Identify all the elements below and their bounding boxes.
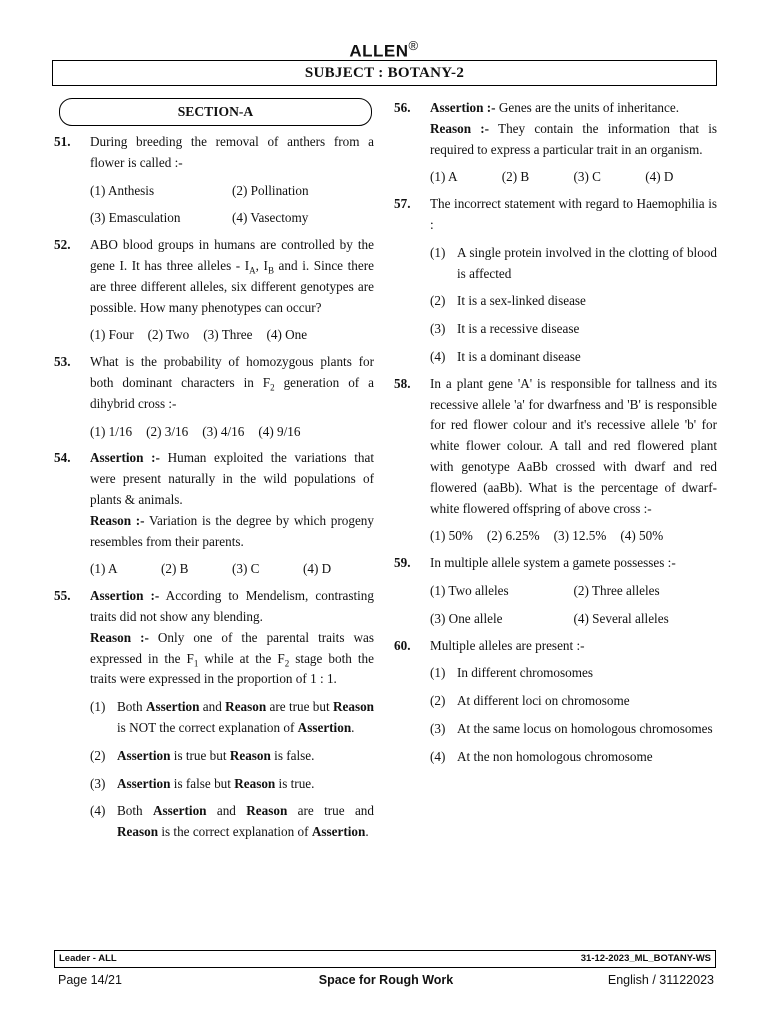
options-row <box>90 181 374 202</box>
option-4[interactable]: (4) D <box>645 169 674 185</box>
option-4[interactable]: (4) At the non homologous chromosome <box>430 748 653 764</box>
option-1[interactable]: (1) Four <box>90 327 134 343</box>
question-number: 53. <box>54 354 71 370</box>
reason-text: Reason :- Only one of the parental traits was expressed in the $F_1$ while at the $F_2$ stage both the traits were expressed in the proportion of 1 : 1. <box>90 629 374 687</box>
option-4[interactable]: (4) It is a dominant disease <box>430 348 581 364</box>
options-row <box>90 208 374 229</box>
question-59 <box>394 553 717 629</box>
options-row <box>90 325 374 346</box>
question-53 <box>54 352 374 442</box>
option-3[interactable]: (3) 12.5% <box>553 528 607 544</box>
question-51 <box>54 132 374 229</box>
question-number: 60. <box>394 637 411 653</box>
reason-text: Reason :- Variation is the degree by which progeny resembles from their parents. <box>90 512 374 549</box>
brand-logo <box>0 36 768 62</box>
question-number: 55. <box>54 588 71 604</box>
option-4[interactable]: (4) 9/16 <box>258 423 301 439</box>
subject-title: SUBJECT : BOTANY-2 <box>52 60 717 86</box>
option-4[interactable]: (4) One <box>266 327 308 343</box>
question-stem: During breeding the removal of anthers from a flower is called :- <box>90 134 374 170</box>
language-date: English / 31122023 <box>607 973 714 987</box>
options-row <box>90 422 374 443</box>
brand-name: ALLEN <box>349 41 409 61</box>
option-4[interactable]: (4) Vasectomy <box>232 210 309 226</box>
assertion-text: Assertion :- According to Mendelism, contrasting traits did not show any blending. <box>90 588 374 624</box>
assertion-text: Assertion :- Human exploited the variations that were present naturally in the wild populations of plants & animals. <box>90 450 374 507</box>
option-2[interactable]: (2) It is a sex-linked disease <box>430 293 586 309</box>
options-row <box>430 581 717 602</box>
option-3[interactable]: (3) Emasculation <box>90 210 181 226</box>
question-number: 59. <box>394 555 411 571</box>
paper-code: 31-12-2023_ML_BOTANY-WS <box>580 953 711 964</box>
question-57 <box>394 194 717 368</box>
question-number: 51. <box>54 134 71 149</box>
question-60 <box>394 636 717 768</box>
option-3[interactable]: (3) At the same locus on homologous chromosomes <box>430 720 713 736</box>
rough-work-label: Space for Rough Work <box>318 973 454 987</box>
question-stem: What is the probability of homozygous plants for both dominant characters in $F_2$ generation of a dihybrid cross :- <box>90 354 374 411</box>
options-row <box>430 609 717 630</box>
option-2[interactable]: (2) At different loci on chromosome <box>430 693 630 709</box>
option-1[interactable]: (1) 50% <box>430 528 473 544</box>
option-1[interactable]: (1) A <box>430 169 458 185</box>
question-stem: Multiple alleles are present :- <box>430 637 585 653</box>
option-2[interactable]: (2) 6.25% <box>486 528 540 544</box>
option-2[interactable]: (2) Three alleles <box>573 582 660 598</box>
option-1[interactable]: (1) Anthesis <box>90 182 155 198</box>
option-3[interactable]: (3) C <box>232 561 260 577</box>
option-2[interactable]: (2) Assertion is true but Reason is false. <box>90 747 315 763</box>
right-column <box>394 98 717 774</box>
option-1[interactable]: (1) 1/16 <box>90 423 133 439</box>
option-2[interactable]: (2) Two <box>147 327 190 343</box>
page-number: Page 14/21 <box>58 973 122 987</box>
option-2[interactable]: (2) Pollination <box>232 182 309 198</box>
question-58 <box>394 374 717 547</box>
option-3[interactable]: (3) 4/16 <box>202 423 245 439</box>
section-heading: SECTION-A <box>59 98 372 126</box>
option-1[interactable]: (1) A <box>90 561 118 577</box>
footer-info-bar <box>54 950 716 968</box>
question-number: 56. <box>394 100 411 115</box>
options-row <box>90 559 374 580</box>
option-3[interactable]: (3) Three <box>203 327 253 343</box>
option-1[interactable]: (1) Two alleles <box>430 582 509 598</box>
question-stem: In a plant gene 'A' is responsible for tallness and its recessive allele 'a' for dwarfness and 'B' is responsible for red flower colour and it's recessive allele 'b' for white flower colour. A tall and red flowered plant with genotype AaBb crossed with dwarf and red flowered (aaBb). What is the percentage of dwarf-white flowered offspring of above cross :- <box>430 375 717 516</box>
option-1[interactable]: (1) In different chromosomes <box>430 665 593 681</box>
option-4[interactable]: (4) Several alleles <box>573 610 669 626</box>
option-2[interactable]: (2) B <box>501 169 530 185</box>
option-3[interactable]: (3) C <box>573 169 601 185</box>
option-3[interactable]: (3) Assertion is false but Reason is true. <box>90 775 315 791</box>
option-3[interactable]: (3) One allele <box>430 610 503 626</box>
question-stem: The incorrect statement with regard to Haemophilia is : <box>430 196 717 232</box>
option-2[interactable]: (2) B <box>161 561 189 577</box>
option-4[interactable]: (4) D <box>303 561 332 577</box>
options-row <box>430 526 717 547</box>
question-stem: In multiple allele system a gamete possesses :- <box>430 555 676 571</box>
option-2[interactable]: (2) 3/16 <box>146 423 189 439</box>
left-column <box>54 98 374 849</box>
option-4[interactable]: (4) Both Assertion and Reason are true and Reason is the correct explanation of Assertion. <box>90 803 374 840</box>
question-number: 52. <box>54 237 71 253</box>
question-56 <box>394 98 717 188</box>
question-number: 58. <box>394 375 411 391</box>
options-row <box>430 167 717 188</box>
question-55 <box>54 586 374 843</box>
registered-mark: ® <box>408 38 419 53</box>
option-4[interactable]: (4) 50% <box>620 528 664 544</box>
option-1[interactable]: (1) Both Assertion and Reason are true but Reason is NOT the correct explanation of Assertion. <box>90 699 374 735</box>
option-3[interactable]: (3) It is a recessive disease <box>430 321 580 337</box>
question-stem: ABO blood groups in humans are controlled by the gene I. It has three alleles - $I_A$, $I_B$ and i. Since there are three different alleles, six different genotypes are possible. How many phenotypes can occur? <box>90 237 374 315</box>
question-number: 54. <box>54 450 71 466</box>
option-1[interactable]: (1) A single protein involved in the clotting of blood is affected <box>430 244 717 281</box>
reason-text: Reason :- They contain the information that is required to express a particular trait in an organism. <box>430 120 717 157</box>
leader-label: Leader - ALL <box>59 953 117 964</box>
assertion-text: Assertion :- Genes are the units of inheritance. <box>430 100 680 115</box>
question-52 <box>54 235 374 346</box>
question-number: 57. <box>394 196 411 212</box>
question-54 <box>54 448 374 580</box>
